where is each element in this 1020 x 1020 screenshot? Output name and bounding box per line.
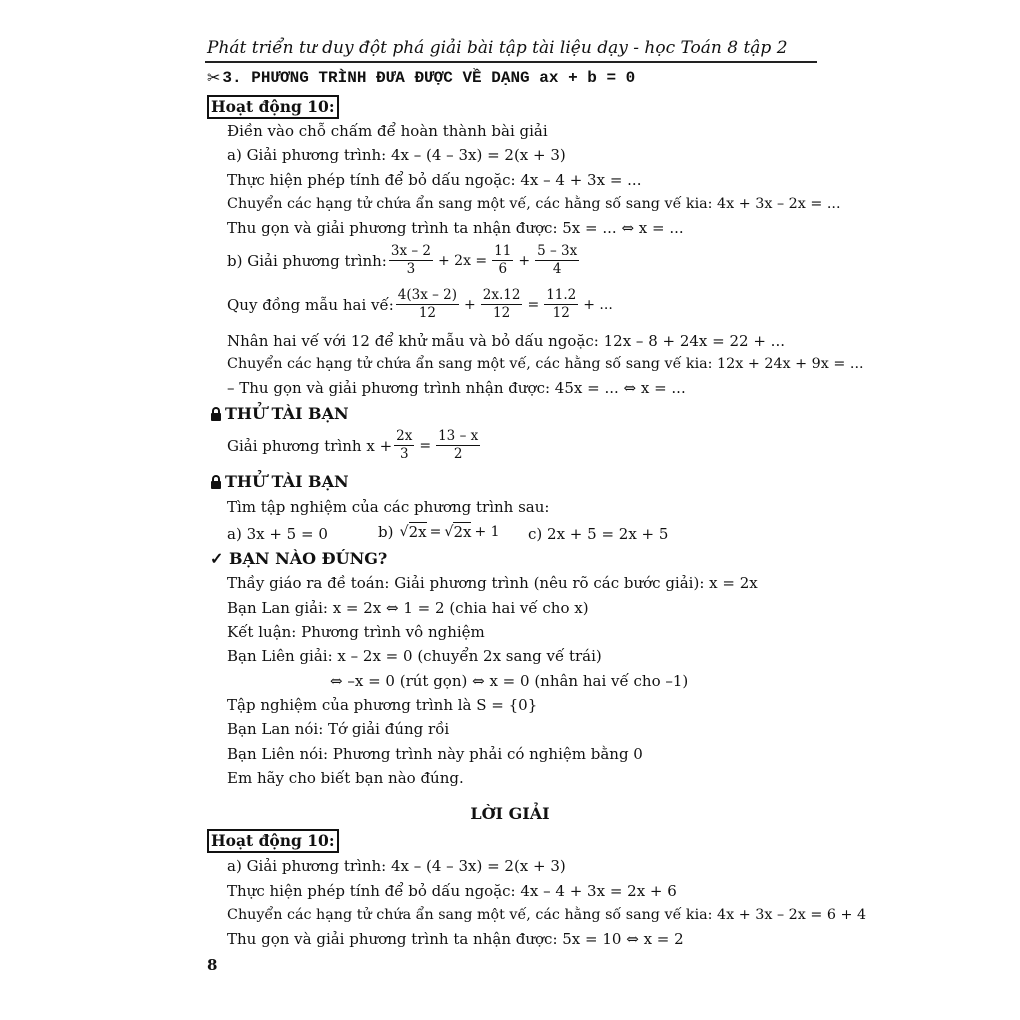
solution-line1: a) Giải phương trình: 4x – (4 – 3x) = 2(x + 3) xyxy=(227,857,566,875)
b-fraction-2-den: 6 xyxy=(498,261,508,277)
q-equals: = xyxy=(527,296,540,313)
try-heading-2-text: THỬ TÀI BẠN xyxy=(225,472,349,491)
try2-b-equals: = xyxy=(429,523,442,540)
activity-a-line4: Thu gọn và giải phương trình ta nhận được: 5x = ... ⇔ x = ... xyxy=(227,219,684,237)
q-fraction-1-den: 12 xyxy=(418,305,436,321)
b-fraction-1 xyxy=(389,243,433,278)
try1-equation xyxy=(227,428,482,463)
try-heading-1 xyxy=(210,404,349,423)
try2-b xyxy=(378,522,503,541)
scissors-icon: ✂ xyxy=(207,68,221,87)
b-fraction-2-num: 11 xyxy=(494,243,512,259)
b-mid: + 2x = xyxy=(438,252,488,269)
try2-intro: Tìm tập nghiệm của các phương trình sau: xyxy=(227,498,550,516)
who-line9: Em hãy cho biết bạn nào đúng. xyxy=(227,769,464,787)
q-fraction-2-num: 2x.12 xyxy=(482,287,521,303)
try2-b-left: 2x xyxy=(408,523,427,541)
activity-common-denominator xyxy=(227,287,616,322)
try1-equals: = xyxy=(419,437,432,454)
activity-b-line3: Nhân hai vế với 12 để khử mẫu và bỏ dấu ngoặc: 12x – 8 + 24x = 22 + ... xyxy=(227,332,785,350)
try2-b-prefix: b) xyxy=(378,522,394,541)
try-heading-1-text: THỬ TÀI BẠN xyxy=(225,404,349,423)
header-rule xyxy=(205,61,817,63)
who-line5: ⇔ –x = 0 (rút gọn) ⇔ x = 0 (nhân hai vế cho –1) xyxy=(330,672,689,690)
solution-line4: Thu gọn và giải phương trình ta nhận được: 5x = 10 ⇔ x = 2 xyxy=(227,930,684,948)
activity-label: Hoạt động 10: xyxy=(207,95,339,119)
sqrt-icon: √ xyxy=(399,523,409,540)
b-fraction-3 xyxy=(535,243,579,278)
who-line4: Bạn Liên giải: x – 2x = 0 (chuyển 2x sang vế trái) xyxy=(227,647,602,665)
solution-title: LỜI GIẢI xyxy=(470,804,550,823)
who-heading: ✓ BẠN NÀO ĐÚNG? xyxy=(210,549,388,568)
b-fraction-3-num: 5 – 3x xyxy=(537,243,578,259)
try2-b-tail: + 1 xyxy=(474,523,500,540)
sqrt-icon: √ xyxy=(444,523,454,540)
try1-prefix: Giải phương trình x + xyxy=(227,436,393,455)
q-fraction-3-den: 12 xyxy=(552,305,570,321)
q-prefix: Quy đồng mẫu hai vế: xyxy=(227,295,394,314)
lock-icon xyxy=(210,407,222,421)
section-title-text: 3. PHƯƠNG TRÌNH ĐƯA ĐƯỢC VỀ DẠNG ax + b = 0 xyxy=(222,68,636,87)
activity-intro: Điền vào chỗ chấm để hoàn thành bài giải xyxy=(227,122,548,140)
who-line7: Bạn Lan nói: Tớ giải đúng rồi xyxy=(227,720,450,738)
q-fraction-3 xyxy=(544,287,578,322)
try1-fraction-1-num: 2x xyxy=(396,428,413,444)
q-plus: + xyxy=(464,296,476,313)
try2-a: a) 3x + 5 = 0 xyxy=(227,525,328,543)
q-fraction-1-num: 4(3x – 2) xyxy=(397,287,458,303)
activity-a-line2: Thực hiện phép tính để bỏ dấu ngoặc: 4x – 4 + 3x = ... xyxy=(227,171,642,189)
b-fraction-1-den: 3 xyxy=(406,261,416,277)
q-fraction-2-den: 12 xyxy=(493,305,511,321)
try2-c: c) 2x + 5 = 2x + 5 xyxy=(528,525,669,543)
who-line8: Bạn Liên nói: Phương trình này phải có nghiệm bằng 0 xyxy=(227,745,643,763)
solution-activity-label: Hoạt động 10: xyxy=(207,829,339,853)
try1-fraction-2-den: 2 xyxy=(453,446,463,462)
b-fraction-2 xyxy=(492,243,513,278)
who-line6: Tập nghiệm của phương trình là S = {0} xyxy=(227,696,538,714)
solution-line2: Thực hiện phép tính để bỏ dấu ngoặc: 4x – 4 + 3x = 2x + 6 xyxy=(227,882,677,900)
activity-b-line4: Chuyển các hạng tử chứa ẩn sang một vế, các hằng số sang vế kia: 12x + 24x + 9x = ... xyxy=(227,356,864,372)
try1-fraction-2 xyxy=(436,428,480,463)
b-plus: + xyxy=(518,252,531,269)
try1-fraction-2-num: 13 – x xyxy=(438,428,479,444)
activity-b-equation xyxy=(227,243,581,278)
lock-icon xyxy=(210,475,222,489)
activity-a-line3: Chuyển các hạng tử chứa ẩn sang một vế, các hằng số sang vế kia: 4x + 3x – 2x = ... xyxy=(227,196,841,212)
b-prefix: b) Giải phương trình: xyxy=(227,251,387,270)
running-header: Phát triển tư duy đột phá giải bài tập tài liệu dạy - học Toán 8 tập 2 xyxy=(207,38,788,58)
q-tail: + ... xyxy=(583,296,613,313)
who-line2: Bạn Lan giải: x = 2x ⇔ 1 = 2 (chia hai vế cho x) xyxy=(227,599,589,617)
try1-fraction-1 xyxy=(394,428,414,463)
q-fraction-1 xyxy=(396,287,459,322)
b-fraction-3-den: 4 xyxy=(552,261,562,277)
activity-a-line1: a) Giải phương trình: 4x – (4 – 3x) = 2(x + 3) xyxy=(227,146,566,164)
who-line3: Kết luận: Phương trình vô nghiệm xyxy=(227,623,485,641)
solution-line3: Chuyển các hạng tử chứa ẩn sang một vế, các hằng số sang vế kia: 4x + 3x – 2x = 6 + 4 xyxy=(227,907,867,923)
who-line1: Thầy giáo ra đề toán: Giải phương trình (nêu rõ các bước giải): x = 2x xyxy=(227,574,758,592)
page-number: 8 xyxy=(207,956,218,974)
q-fraction-3-num: 11.2 xyxy=(546,287,577,303)
try2-b-right: 2x xyxy=(453,523,472,541)
activity-b-line5: – Thu gọn và giải phương trình nhận được: 45x = ... ⇔ x = ... xyxy=(227,379,686,397)
q-fraction-2 xyxy=(481,287,523,322)
try-heading-2 xyxy=(210,472,349,491)
section-title xyxy=(207,68,635,87)
try1-fraction-1-den: 3 xyxy=(399,446,409,462)
b-fraction-1-num: 3x – 2 xyxy=(390,243,431,259)
